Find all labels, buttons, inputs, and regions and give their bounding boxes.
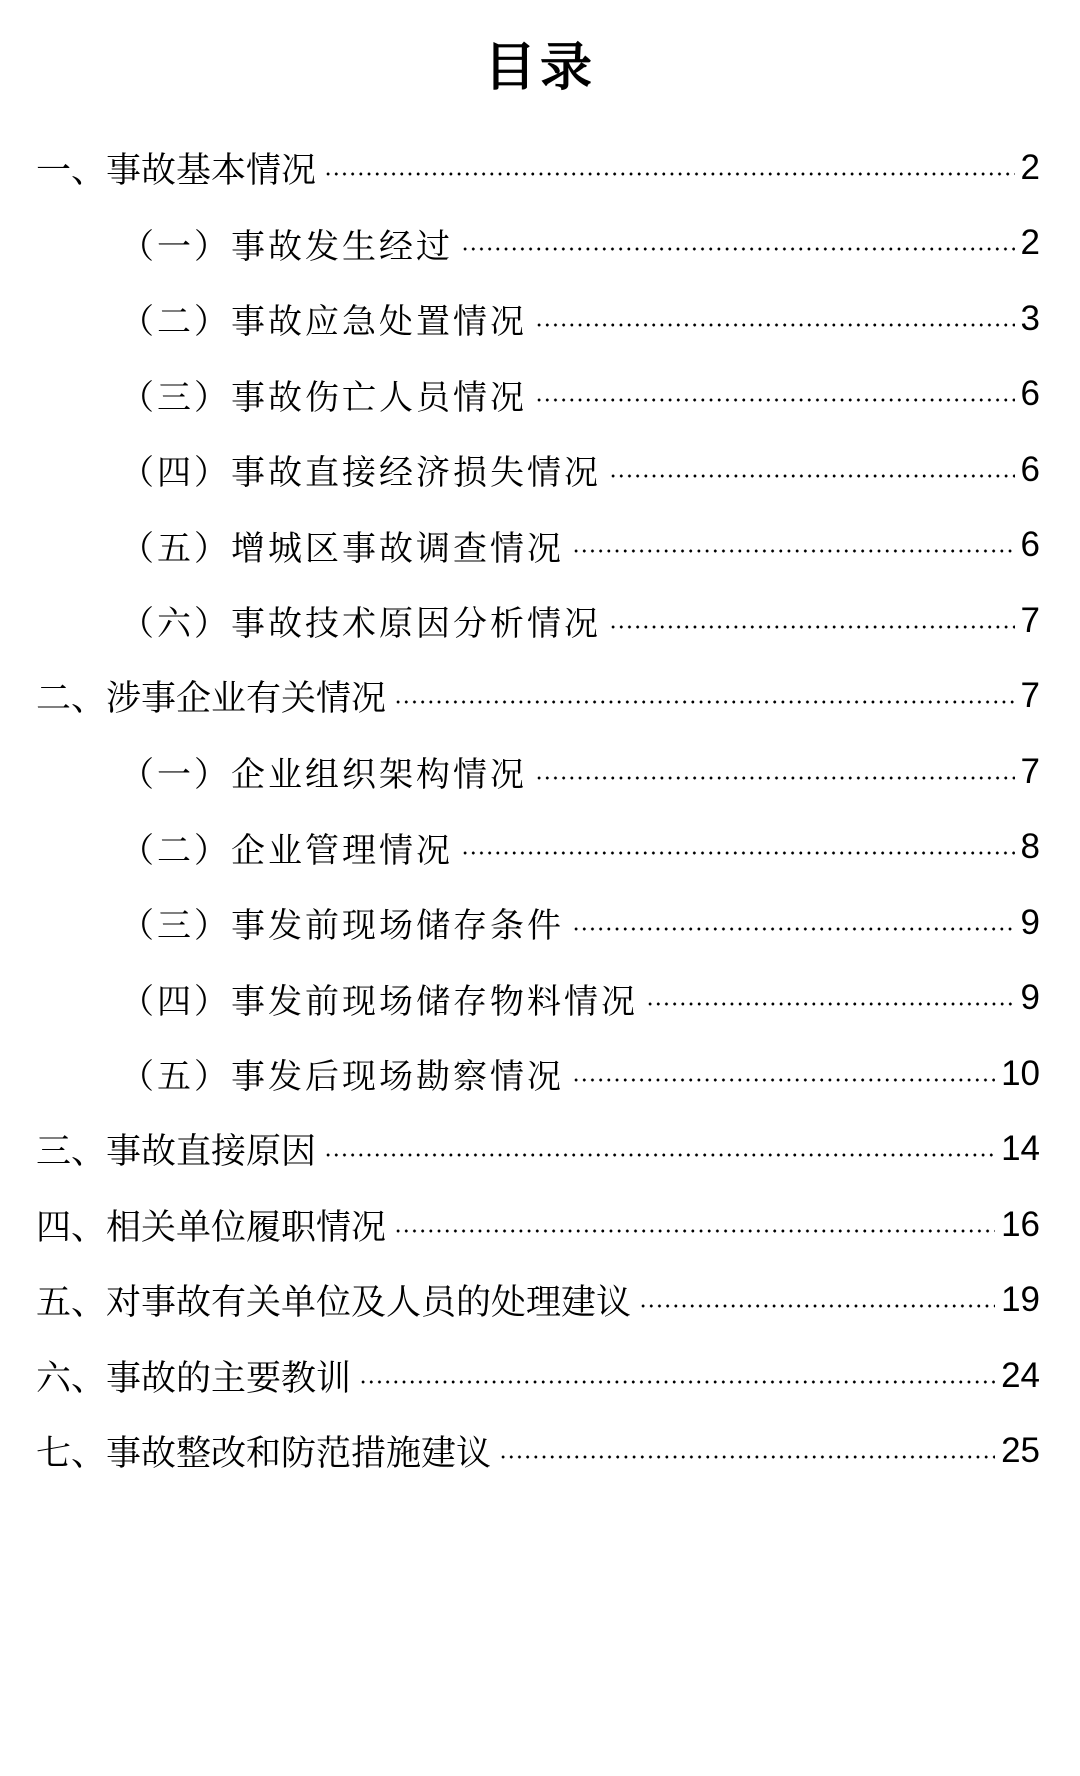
toc-entry-label: 五、对事故有关单位及人员的处理建议 bbox=[36, 1283, 632, 1324]
toc-entry-page: 6 bbox=[1020, 374, 1040, 414]
toc-entry-page: 24 bbox=[1001, 1355, 1040, 1395]
toc-entry-page: 3 bbox=[1020, 298, 1040, 338]
toc-entry-label: （六）事故技术原因分析情况 bbox=[120, 604, 601, 645]
toc-entry-page: 14 bbox=[1001, 1129, 1040, 1169]
toc-entry-page: 2 bbox=[1020, 223, 1040, 263]
toc-entry-page: 7 bbox=[1020, 600, 1040, 640]
toc-leader-dots bbox=[394, 700, 1015, 704]
toc-entry bbox=[0, 206, 1080, 282]
toc-entry bbox=[0, 961, 1080, 1037]
toc-leader-dots bbox=[639, 1304, 995, 1308]
toc-entry-page: 6 bbox=[1020, 525, 1040, 565]
toc-entry-page: 9 bbox=[1020, 902, 1040, 942]
toc-entry bbox=[0, 1414, 1080, 1490]
toc-entry bbox=[0, 810, 1080, 886]
toc-entry-label: （二）企业管理情况 bbox=[120, 830, 453, 871]
toc-entry-label: （四）事发前现场储存物料情况 bbox=[120, 981, 638, 1022]
toc-entry-label: 一、事故基本情况 bbox=[36, 150, 317, 191]
toc-entry-label: （二）事故应急处置情况 bbox=[120, 302, 527, 343]
toc-entry bbox=[0, 734, 1080, 810]
toc-entry-label: （三）事故伤亡人员情况 bbox=[120, 377, 527, 418]
toc-entry-label: 六、事故的主要教训 bbox=[36, 1358, 352, 1399]
toc-entry bbox=[0, 659, 1080, 735]
toc-entry bbox=[0, 357, 1080, 433]
toc-leader-dots bbox=[461, 851, 1015, 855]
toc-entry-page: 6 bbox=[1020, 449, 1040, 489]
toc-entry bbox=[0, 432, 1080, 508]
toc-leader-dots bbox=[646, 1002, 1015, 1006]
toc-leader-dots bbox=[535, 398, 1015, 402]
toc-leader-dots bbox=[324, 172, 1015, 176]
toc-entry bbox=[0, 885, 1080, 961]
toc-entry bbox=[0, 130, 1080, 206]
toc-list bbox=[0, 130, 1080, 1489]
toc-entry-label: （四）事故直接经济损失情况 bbox=[120, 453, 601, 494]
toc-leader-dots bbox=[359, 1380, 995, 1384]
toc-entry-label: 四、相关单位履职情况 bbox=[36, 1207, 387, 1248]
toc-entry bbox=[0, 1112, 1080, 1188]
toc-entry-label: （五）事发后现场勘察情况 bbox=[120, 1057, 564, 1098]
toc-entry bbox=[0, 583, 1080, 659]
toc-leader-dots bbox=[394, 1229, 995, 1233]
toc-entry-page: 25 bbox=[1001, 1431, 1040, 1471]
toc-entry-page: 7 bbox=[1020, 676, 1040, 716]
toc-leader-dots bbox=[535, 323, 1015, 327]
toc-entry-label: 七、事故整改和防范措施建议 bbox=[36, 1434, 492, 1475]
toc-leader-dots bbox=[535, 776, 1015, 780]
toc-entry-label: （一）事故发生经过 bbox=[120, 226, 453, 267]
toc-entry-page: 8 bbox=[1020, 827, 1040, 867]
toc-entry-page: 19 bbox=[1001, 1280, 1040, 1320]
toc-entry bbox=[0, 1338, 1080, 1414]
toc-leader-dots bbox=[609, 474, 1015, 478]
toc-entry-label: （五）增城区事故调查情况 bbox=[120, 528, 564, 569]
toc-entry-label: （一）企业组织架构情况 bbox=[120, 755, 527, 796]
toc-leader-dots bbox=[572, 927, 1015, 931]
toc-entry bbox=[0, 1187, 1080, 1263]
toc-leader-dots bbox=[609, 625, 1015, 629]
toc-leader-dots bbox=[461, 247, 1015, 251]
toc-leader-dots bbox=[572, 549, 1015, 553]
toc-entry-page: 9 bbox=[1020, 978, 1040, 1018]
toc-leader-dots bbox=[499, 1455, 995, 1459]
toc-entry-page: 2 bbox=[1020, 147, 1040, 187]
toc-entry-label: 三、事故直接原因 bbox=[36, 1132, 317, 1173]
toc-entry-page: 16 bbox=[1001, 1204, 1040, 1244]
toc-entry bbox=[0, 281, 1080, 357]
toc-entry-page: 7 bbox=[1020, 751, 1040, 791]
toc-entry bbox=[0, 508, 1080, 584]
toc-title: 目录 bbox=[483, 37, 596, 98]
toc-entry-label: （三）事发前现场储存条件 bbox=[120, 906, 564, 947]
toc-entry-page: 10 bbox=[1001, 1053, 1040, 1093]
toc-entry bbox=[0, 1263, 1080, 1339]
toc-entry bbox=[0, 1036, 1080, 1112]
toc-entry-label: 二、涉事企业有关情况 bbox=[36, 679, 387, 720]
toc-leader-dots bbox=[324, 1153, 995, 1157]
toc-leader-dots bbox=[572, 1078, 995, 1082]
